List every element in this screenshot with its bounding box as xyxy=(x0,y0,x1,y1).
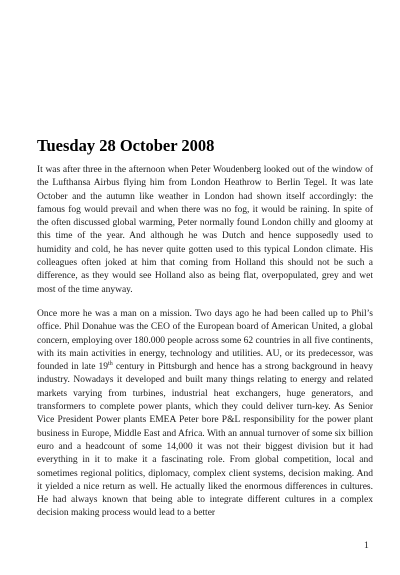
chapter-heading: Tuesday 28 October 2008 xyxy=(37,136,215,155)
superscript-ordinal: th xyxy=(108,361,113,367)
paragraph-2-text-end: century in Pittsburgh and hence has a strong background in heavy industry. Nowadays it developed and built many things relating to energy and related markets varying from turbines, industrial heat exchangers, huge generators, and transformers to complete power plants, which they could deliver turn-key. As Senior Vice President Power plants EMEA Peter bore P&L responsibility for the power plant business in Europe, Middle East and Africa. With an annual turnover of some six billion euro and a headcount of some 14,000 it was not their biggest division but it had everything in it to make it a fascinating role. From global competition, local and sometimes regional politics, diplomacy, complex client systems, decision making. And it yielded a nice return as well. He actually liked the enormous differences in cultures. He had always known that being able to integrate different cultures in a complex decision making process would lead to a better xyxy=(37,362,374,519)
paragraph-2 xyxy=(37,308,373,521)
paragraph-2-text-start: Once more he was a man on a mission. Two days ago he had been called up to Phil’s office. Phil Donahue was the CEO of the European board of American United, a global concern, employing over 180.000 people across some 62 countries in all five continents, with its main activities in energy, technology and utilities. AU, or its predecessor, was founded in late 19 xyxy=(37,308,373,373)
paragraph-1: It was after three in the afternoon when Peter Woudenberg looked out of the window of the Lufthansa Airbus flying him from London Heathrow to Berlin Tegel. It was late October and the autumn like weather in London had shown itself accordingly: the famous fog would prevail and when there was no fog, it would be raining. In spite of the often discussed global warming, Peter normally found London chilly and gloomy at this time of the year. And although he was Dutch and hence supposedly used to humidity and cold, he has never quite gotten used to this typical London climate. His colleagues often joked at him that coming from Holland this should not be such a difference, as they would see Holland also as being flat, overpopulated, grey and wet most of the time anyway. xyxy=(37,165,373,295)
page-content xyxy=(37,136,373,532)
page-number: 1 xyxy=(364,541,369,551)
